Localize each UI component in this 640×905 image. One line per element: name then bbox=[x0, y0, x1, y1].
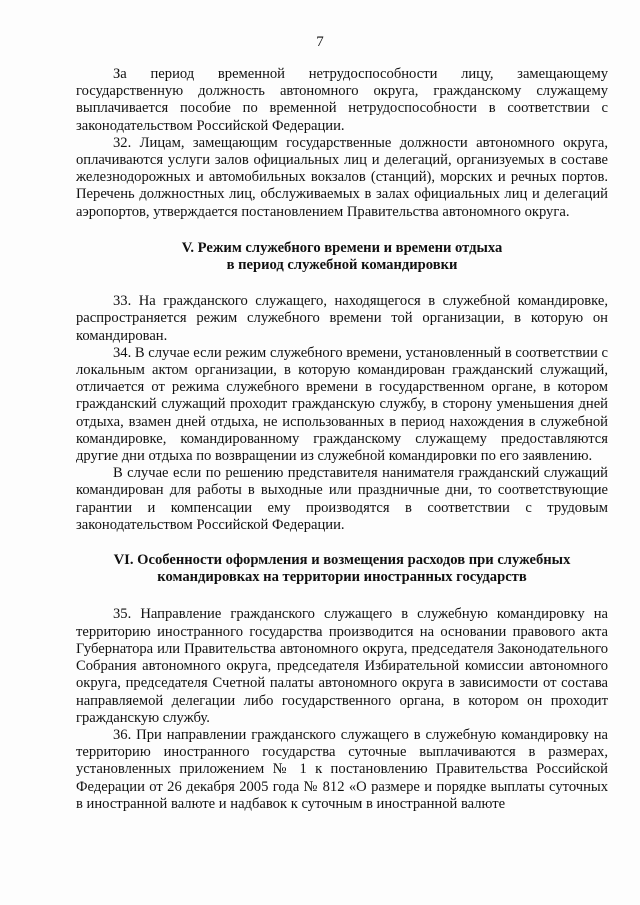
document-body bbox=[76, 66, 608, 813]
paragraph-33: 33. На гражданского служащего, находящегося в служебной командировке, распространяется режим служебного времени той организации, в которую он командирован. bbox=[76, 293, 608, 344]
section-vi-heading-line-2: командировках на территории иностранных государств bbox=[157, 569, 527, 586]
paragraph-34-second: В случае если по решению представителя нанимателя гражданский служащий командирован для работы в выходные или праздничные дни, то соответствующие гарантии и компенсации ему производятся в соответствии с трудовым законодательством Российской Федерации. bbox=[76, 465, 608, 533]
paragraph-32: 32. Лицам, замещающим государственные должности автономного округа, оплачиваются услуги залов официальных лиц и делегаций, организуемых в составе железнодорожных и автомобильных вокзалов (станций), морских и речных портов. Перечень должностных лиц, обслуживаемых в залах официальных лиц и делегаций аэропортов, утверждается постановлением Правительства автономного округа. bbox=[76, 134, 608, 220]
paragraph-35: 35. Направление гражданского служащего в служебную командировку на территорию иностранного государства производится на основании правового акта Губернатора или Правительства автономного округа, председателя Законодательного Собрания автономного округа, председателя Избирательной комиссии автономного округа, председателя Счетной палаты автономного округа в зависимости от состава направляемой делегации либо государственного органа, в котором он проходит гражданскую службу. bbox=[76, 606, 608, 726]
paragraph-36: 36. При направлении гражданского служащего в служебную командировку на территорию иностранного государства суточные выплачиваются в размерах, установленных приложением № 1 к постановлению Правительства Российской Федерации от 26 декабря 2005 года № 812 «О размере и порядке выплаты суточных в иностранной валюте и надбавок к суточным в иностранной валюте bbox=[76, 726, 608, 812]
section-vi-heading-line-1: VI. Особенности оформления и возмещения расходов при служебных bbox=[113, 552, 571, 569]
page-number: 7 bbox=[316, 34, 324, 50]
paragraph-34: 34. В случае если режим служебного времени, установленный в соответствии с локальным актом организации, в которую командирован гражданский служащий, отличается от режима служебного времени в государственном органе, в котором гражданский служащий проходит гражданскую службу, в сторону уменьшения дней отдыха, взамен дней отдыха, не использованных в период нахождения в служебной командировке, командированному гражданскому служащему предоставляются другие дни отдыха по возвращении из служебной командировки по его заявлению. bbox=[76, 344, 608, 465]
paragraph-31-continuation: За период временной нетрудоспособности лицу, замещающему государственную должность автономного округа, гражданскому служащему выплачивается пособие по временной нетрудоспособности в соответствии с законодательством Российской Федерации. bbox=[76, 66, 608, 134]
section-v-heading-line-2: в период служебной командировки bbox=[226, 257, 458, 274]
section-v-heading-line-1: V. Режим служебного времени и времени отдыха bbox=[181, 239, 503, 256]
